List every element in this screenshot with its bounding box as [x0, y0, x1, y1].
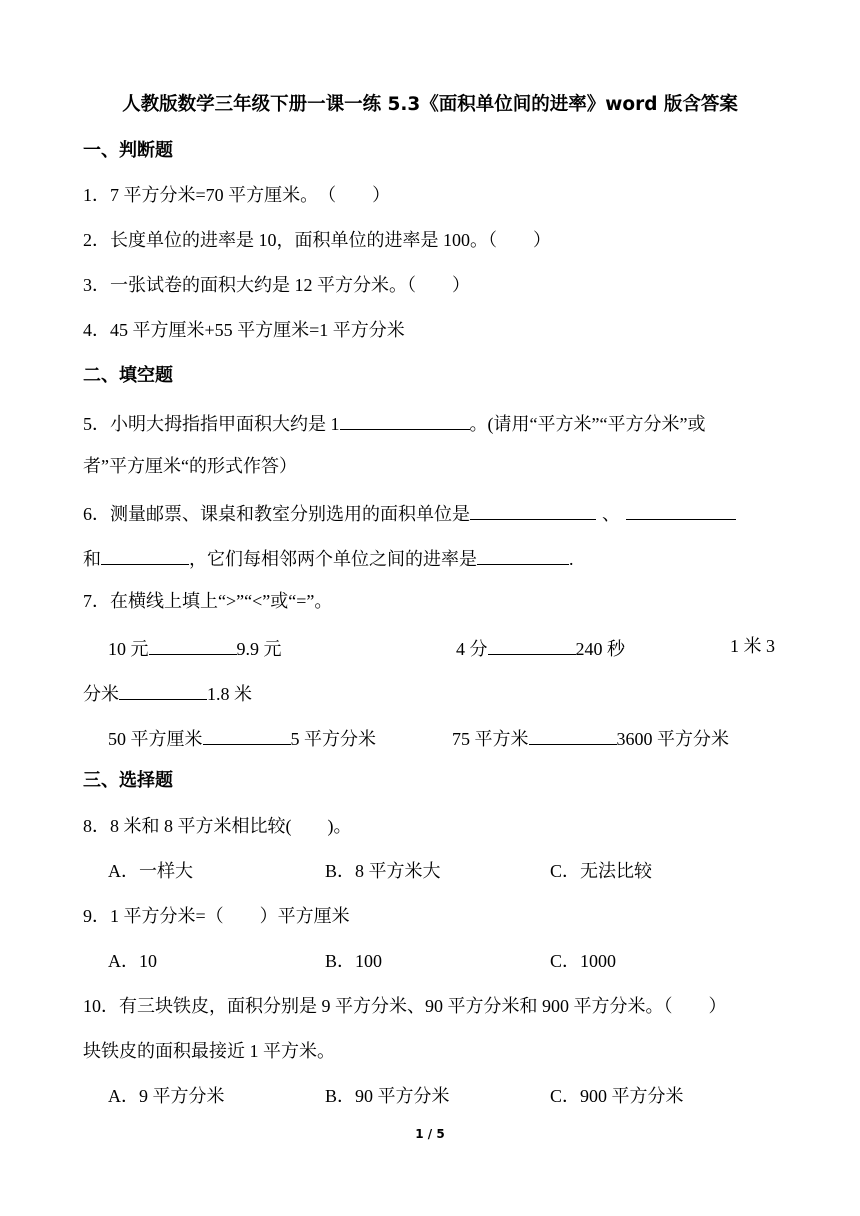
question-5-hint: 。(请用“平方米”“平方分米”或	[469, 414, 706, 434]
compare-item-meters-start: 1 米 3	[730, 636, 775, 656]
question-10-line-1: 10．有三块铁皮，面积分别是 9 平方分米、90 平方分米和 900 平方分米。（ ）	[83, 996, 727, 1016]
question-10-option-a: A．9 平方分米	[108, 1086, 225, 1106]
section-heading-judgment: 一、判断题	[83, 140, 173, 161]
compare-left: 75 平方米	[452, 729, 529, 749]
compare-left: 4 分	[456, 639, 488, 659]
answer-blank	[119, 682, 207, 700]
compare-item-yuan	[108, 637, 282, 658]
answer-blank	[488, 637, 576, 655]
question-8-option-b: B．8 平方米大	[325, 861, 441, 881]
question-6-text: 6．测量邮票、课桌和教室分别选用的面积单位是	[83, 504, 470, 524]
section-heading-fill-in: 二、填空题	[83, 365, 173, 386]
answer-blank	[203, 727, 291, 745]
question-6-end: .	[569, 549, 574, 569]
question-6-text-2: ，它们每相邻两个单位之间的进率是	[189, 549, 477, 569]
question-9: 9．1 平方分米=（ ）平方厘米	[83, 906, 350, 926]
answer-blank	[626, 502, 736, 520]
question-8-option-c: C．无法比较	[550, 861, 653, 881]
question-6-separator: 、	[602, 504, 620, 524]
compare-item-meters-end	[83, 682, 252, 703]
question-7: 7．在横线上填上“>”“<”或“=”。	[83, 591, 333, 611]
answer-blank	[149, 637, 237, 655]
compare-right: 240 秒	[575, 639, 625, 659]
question-3: 3．一张试卷的面积大约是 12 平方分米。（ ）	[83, 275, 470, 295]
compare-item-square-cm	[108, 727, 376, 748]
question-5-text: 5．小明大拇指指甲面积大约是 1	[83, 414, 340, 434]
compare-left: 10 元	[108, 639, 149, 659]
answer-blank	[529, 727, 617, 745]
compare-right: 5 平方分米	[290, 729, 376, 749]
question-2: 2．长度单位的进率是 10，面积单位的进率是 100。（ ）	[83, 230, 551, 250]
compare-left: 50 平方厘米	[108, 729, 203, 749]
compare-right: 3600 平方分米	[616, 729, 729, 749]
compare-right: 9.9 元	[236, 639, 282, 659]
question-1: 1．7 平方分米=70 平方厘米。 （ ）	[83, 185, 391, 205]
answer-blank	[340, 412, 470, 430]
compare-right: 1.8 米	[207, 684, 252, 704]
question-9-option-a: A．10	[108, 951, 157, 971]
compare-left: 分米	[83, 684, 119, 704]
compare-item-minutes	[456, 637, 625, 658]
question-8: 8．8 米和 8 平方米相比较( )。	[83, 816, 352, 836]
question-5-line-1	[83, 412, 705, 433]
question-6-line-2	[83, 547, 574, 568]
answer-blank	[477, 547, 569, 565]
answer-blank	[101, 547, 189, 565]
answer-blank	[470, 502, 596, 520]
question-10-option-c: C．900 平方分米	[550, 1086, 684, 1106]
question-10-line-2: 块铁皮的面积最接近 1 平方米。	[83, 1041, 335, 1061]
page-title: 人教版数学三年级下册一课一练 5.3《面积单位间的进率》word 版含答案	[122, 94, 738, 115]
page-number: 1 / 5	[415, 1127, 445, 1141]
question-9-option-c: C．1000	[550, 951, 617, 971]
section-heading-choice: 三、选择题	[83, 770, 173, 791]
question-4: 4．45 平方厘米+55 平方厘米=1 平方分米	[83, 320, 405, 340]
question-6-line-1	[83, 502, 736, 523]
question-8-option-a: A．一样大	[108, 861, 193, 881]
question-5-line-2: 者”平方厘米“的形式作答）	[83, 456, 297, 476]
compare-item-square-m	[452, 727, 729, 748]
question-9-option-b: B．100	[325, 951, 383, 971]
question-10-option-b: B．90 平方分米	[325, 1086, 450, 1106]
question-6-and: 和	[83, 549, 101, 569]
